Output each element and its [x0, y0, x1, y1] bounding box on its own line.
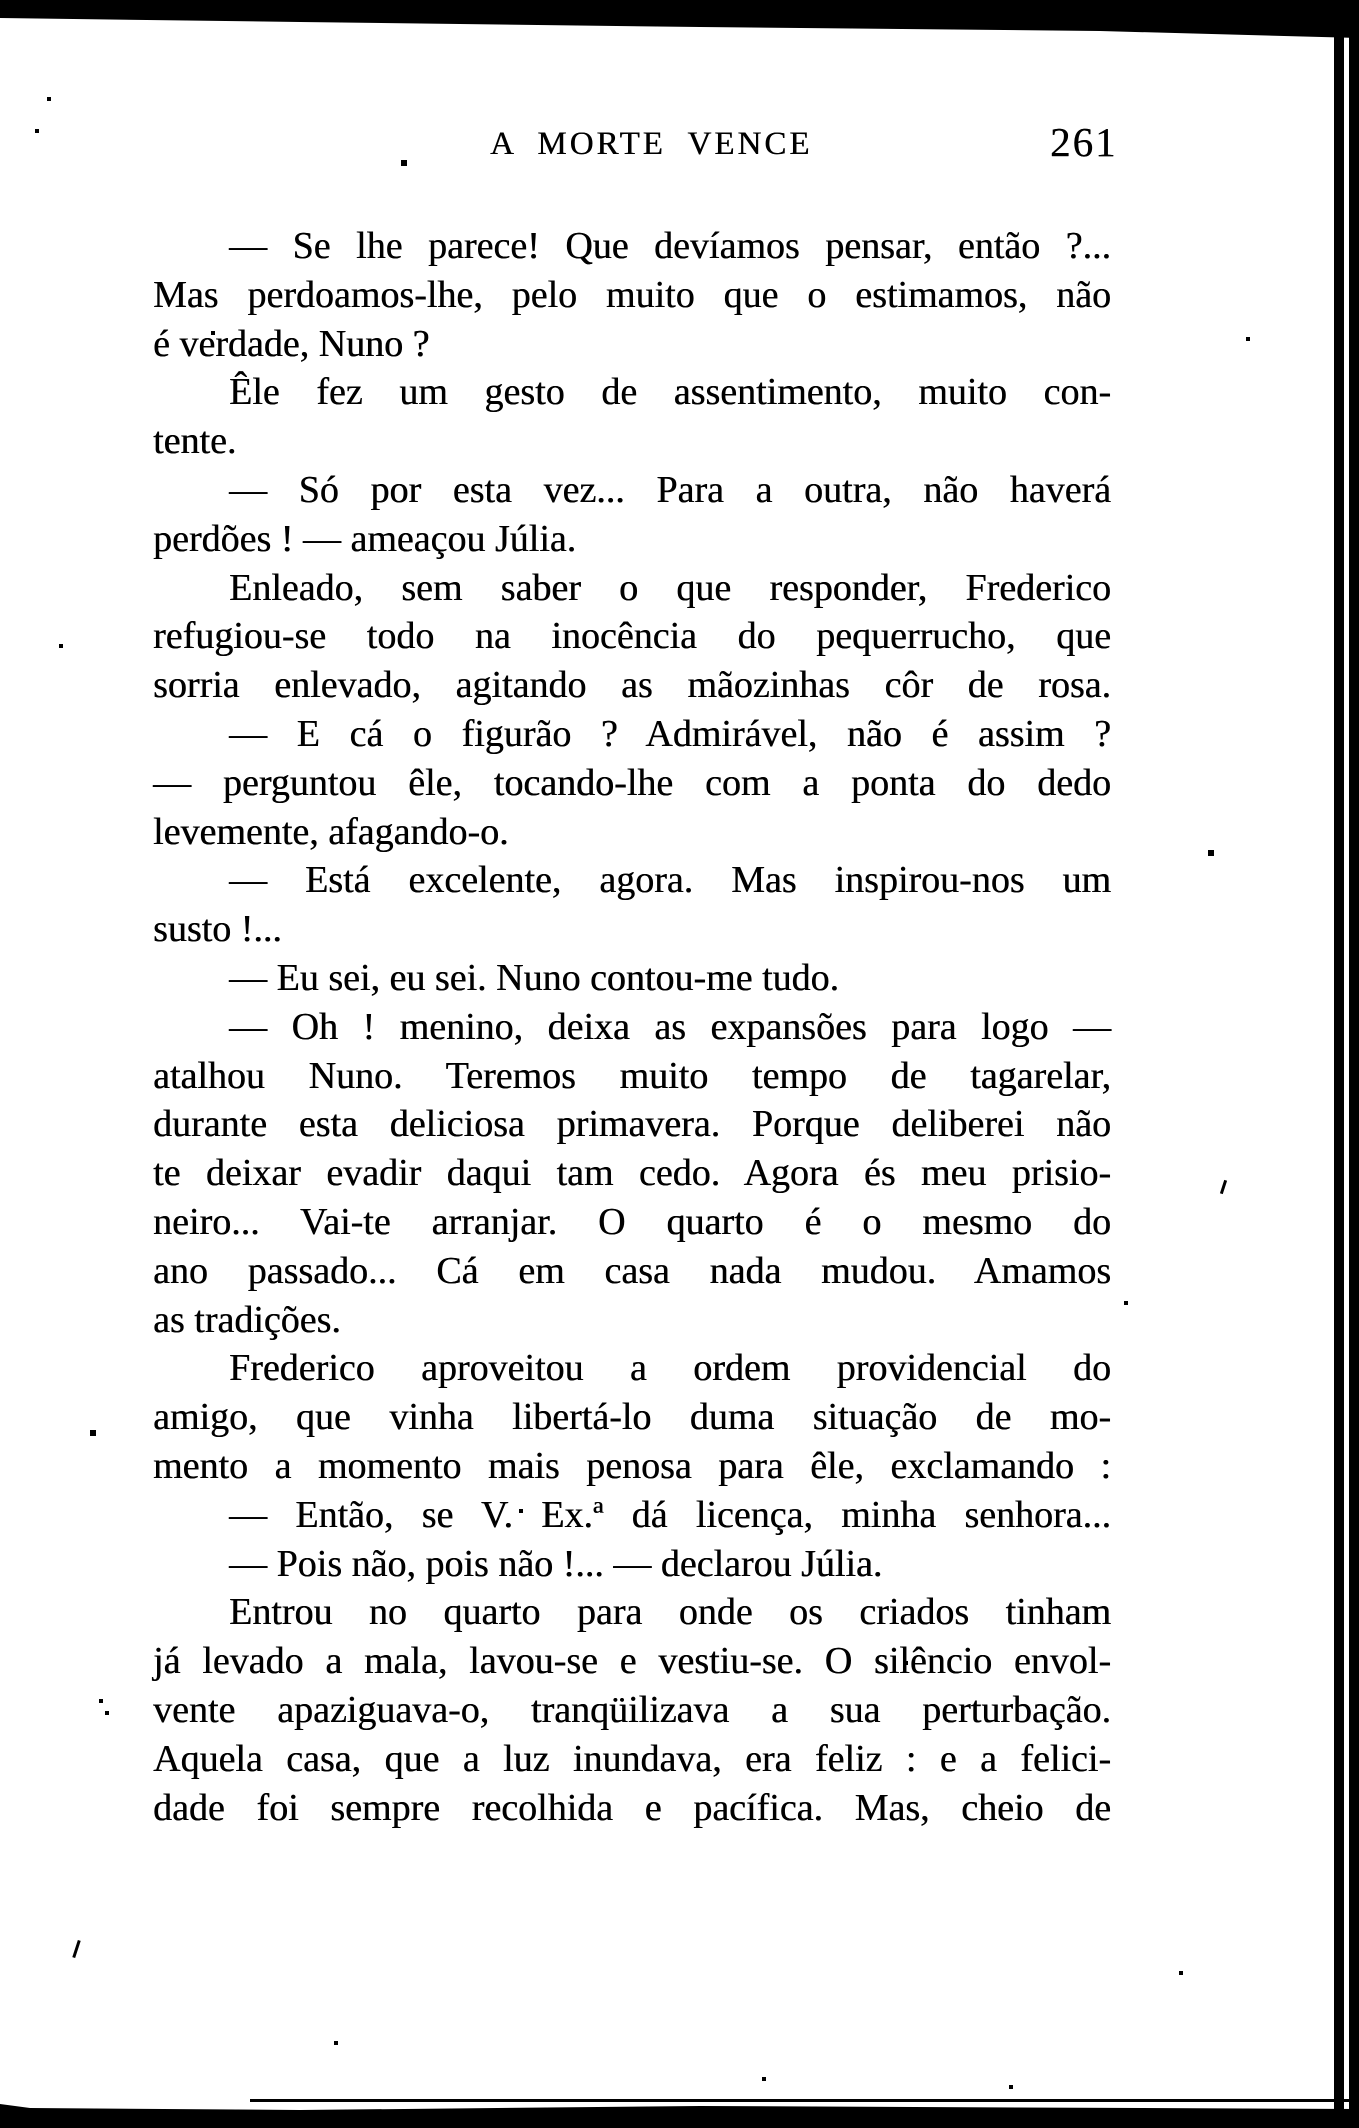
text-line: perdões ! — ameaçou Júlia.	[153, 517, 577, 560]
scan-artifact-right-edge-stripe	[1349, 24, 1359, 2128]
scan-artifact-top-bar	[0, 0, 1359, 42]
text-line: é verdade, Nuno ?	[153, 322, 430, 365]
text-line: — E cá o figurão ? Admirável, não é assim ?	[229, 712, 1111, 755]
text-line: Aquela casa, que a luz inundava, era feliz : e a felici-	[153, 1737, 1111, 1780]
text-line: durante esta deliciosa primavera. Porque deliberei não	[153, 1103, 1111, 1146]
text-line: neiro... Vai-te arranjar. O quarto é o mesmo do	[153, 1200, 1111, 1243]
scan-noise-speckles	[0, 0, 2, 2]
text-line: já levado a mala, lavou-se e vestiu-se. O silêncio envol-	[153, 1640, 1111, 1683]
text-line: as tradições.	[153, 1298, 341, 1341]
text-line: — Oh ! menino, deixa as expansões para logo —	[229, 1005, 1111, 1048]
text-line: te deixar evadir daqui tam cedo. Agora és meu prisio-	[153, 1152, 1111, 1195]
text-line: — Pois não, pois não !... — declarou Júlia.	[229, 1542, 883, 1585]
scan-noise-mark	[1220, 1180, 1227, 1194]
text-line: Entrou no quarto para onde os criados tinham	[229, 1591, 1111, 1634]
text-line: Êle fez um gesto de assentimento, muito con-	[229, 371, 1111, 414]
text-line: Frederico aproveitou a ordem providencial do	[229, 1347, 1111, 1390]
text-line: susto !...	[153, 908, 282, 951]
page-number: 261	[1050, 119, 1118, 165]
text-line: mento a momento mais penosa para êle, exclamando :	[153, 1444, 1111, 1487]
running-title: A MORTE VENCE	[490, 126, 813, 162]
text-line: ano passado... Cá em casa nada mudou. Amamos	[153, 1249, 1111, 1292]
text-line: — Então, se V. Ex.ª dá licença, minha senhora...	[229, 1493, 1111, 1536]
text-line: refugiou-se todo na inocência do pequerrucho, que	[153, 615, 1111, 658]
text-line: — Eu sei, eu sei. Nuno contou-me tudo.	[229, 956, 840, 999]
text-line: amigo, que vinha libertá-lo duma situação de mo-	[153, 1396, 1111, 1439]
scan-artifact-bottom-line	[250, 2099, 1359, 2102]
text-line: tente.	[153, 420, 237, 463]
body-text	[153, 222, 1111, 1832]
text-line: Mas perdoamos-lhe, pelo muito que o estimamos, não	[153, 273, 1111, 316]
text-line: — Só por esta vez... Para a outra, não haverá	[229, 468, 1111, 511]
scan-artifact-right-edge-stripe	[1334, 24, 1344, 2128]
text-line: dade foi sempre recolhida e pacífica. Mas, cheio de	[153, 1786, 1111, 1829]
text-line: — Se lhe parece! Que devíamos pensar, então ?...	[229, 225, 1111, 267]
scan-noise-mark	[72, 1940, 80, 1958]
text-line: levemente, afagando-o.	[153, 810, 509, 853]
text-line: atalhou Nuno. Teremos muito tempo de tagarelar,	[153, 1054, 1111, 1097]
text-line: — perguntou êle, tocando-lhe com a ponta do dedo	[153, 761, 1111, 804]
scan-artifact-bottom-bar	[0, 2104, 1359, 2128]
text-line: Enleado, sem saber o que responder, Frederico	[229, 566, 1111, 609]
text-line: sorria enlevado, agitando as mãozinhas côr de rosa.	[153, 664, 1111, 707]
text-line: vente apaziguava-o, tranqüilizava a sua perturbação.	[153, 1688, 1111, 1731]
text-line: — Está excelente, agora. Mas inspirou-nos um	[229, 859, 1111, 902]
